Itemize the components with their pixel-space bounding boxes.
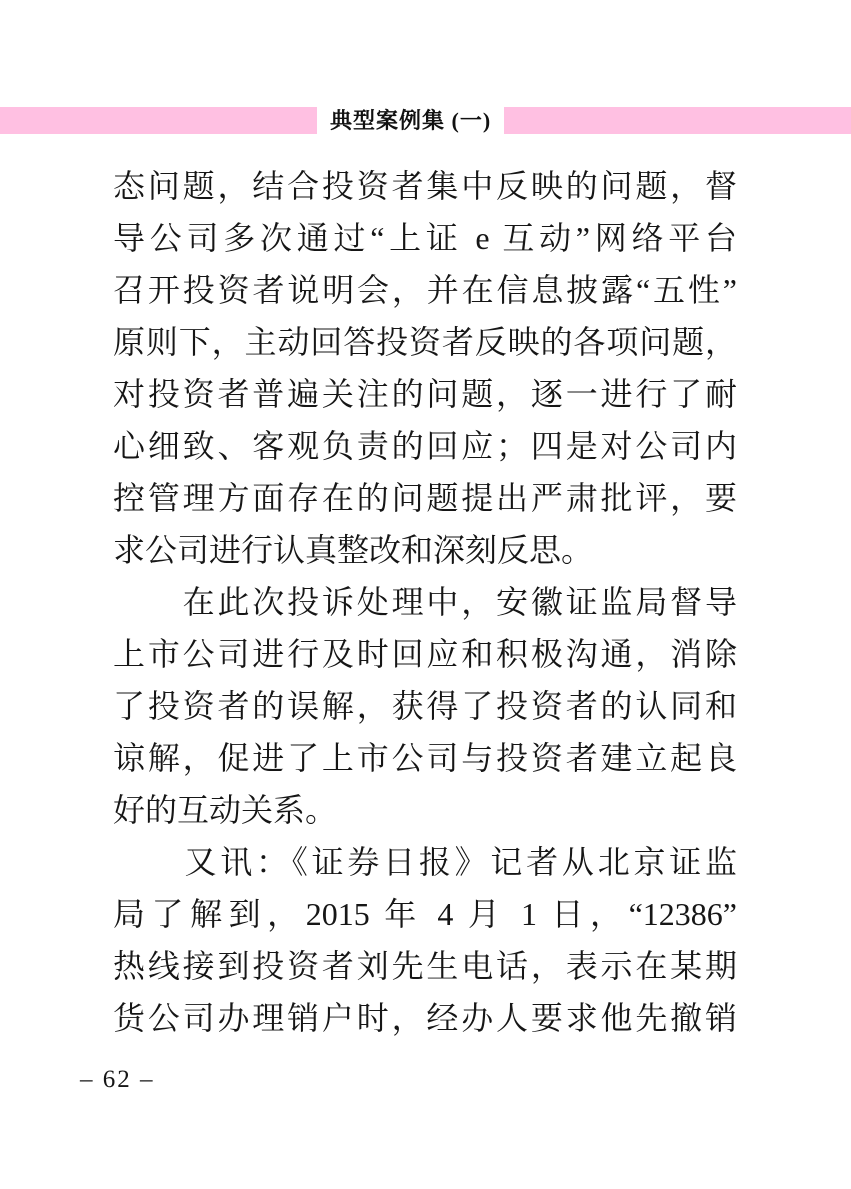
page-number: – 62 –: [80, 1066, 155, 1093]
text-line: 了投资者的误解，获得了投资者的认同和: [113, 688, 737, 724]
header-band-left: [0, 107, 317, 134]
text-line: 在此次投诉处理中，安徽证监局督导: [113, 584, 737, 620]
running-head-title: 典型案例集 (一): [330, 108, 492, 133]
text-line: 导公司多次通过“上证 e 互动”网络平台: [113, 220, 737, 256]
text-line: 态问题，结合投资者集中反映的问题，督: [113, 168, 737, 204]
page-header: [0, 107, 851, 134]
text-line: 又讯：《证券日报》记者从北京证监: [113, 844, 737, 880]
text-line: 召开投资者说明会，并在信息披露“五性”: [113, 272, 737, 308]
text-line: 对投资者普遍关注的问题，逐一进行了耐: [113, 376, 737, 412]
text-line: 热线接到投资者刘先生电话，表示在某期: [113, 948, 737, 984]
text-line-paragraph-end: 好的互动关系。: [113, 792, 338, 828]
text-line: 上市公司进行及时回应和积极沟通，消除: [113, 636, 737, 672]
body-text: [113, 160, 737, 1044]
header-band-right: [504, 107, 851, 134]
text-line: 控管理方面存在的问题提出严肃批评，要: [113, 480, 737, 516]
text-line-paragraph-end: 求公司进行认真整改和深刻反思。: [113, 532, 594, 568]
text-line: 心细致、客观负责的回应；四是对公司内: [113, 428, 737, 464]
text-line: 谅解，促进了上市公司与投资者建立起良: [113, 740, 737, 776]
text-line: 货公司办理销户时，经办人要求他先撤销: [113, 1000, 737, 1036]
text-line: 原则下，主动回答投资者反映的各项问题，: [113, 324, 737, 360]
text-line: 局了解到，2015 年 4 月 1 日，“12386”: [113, 896, 737, 932]
